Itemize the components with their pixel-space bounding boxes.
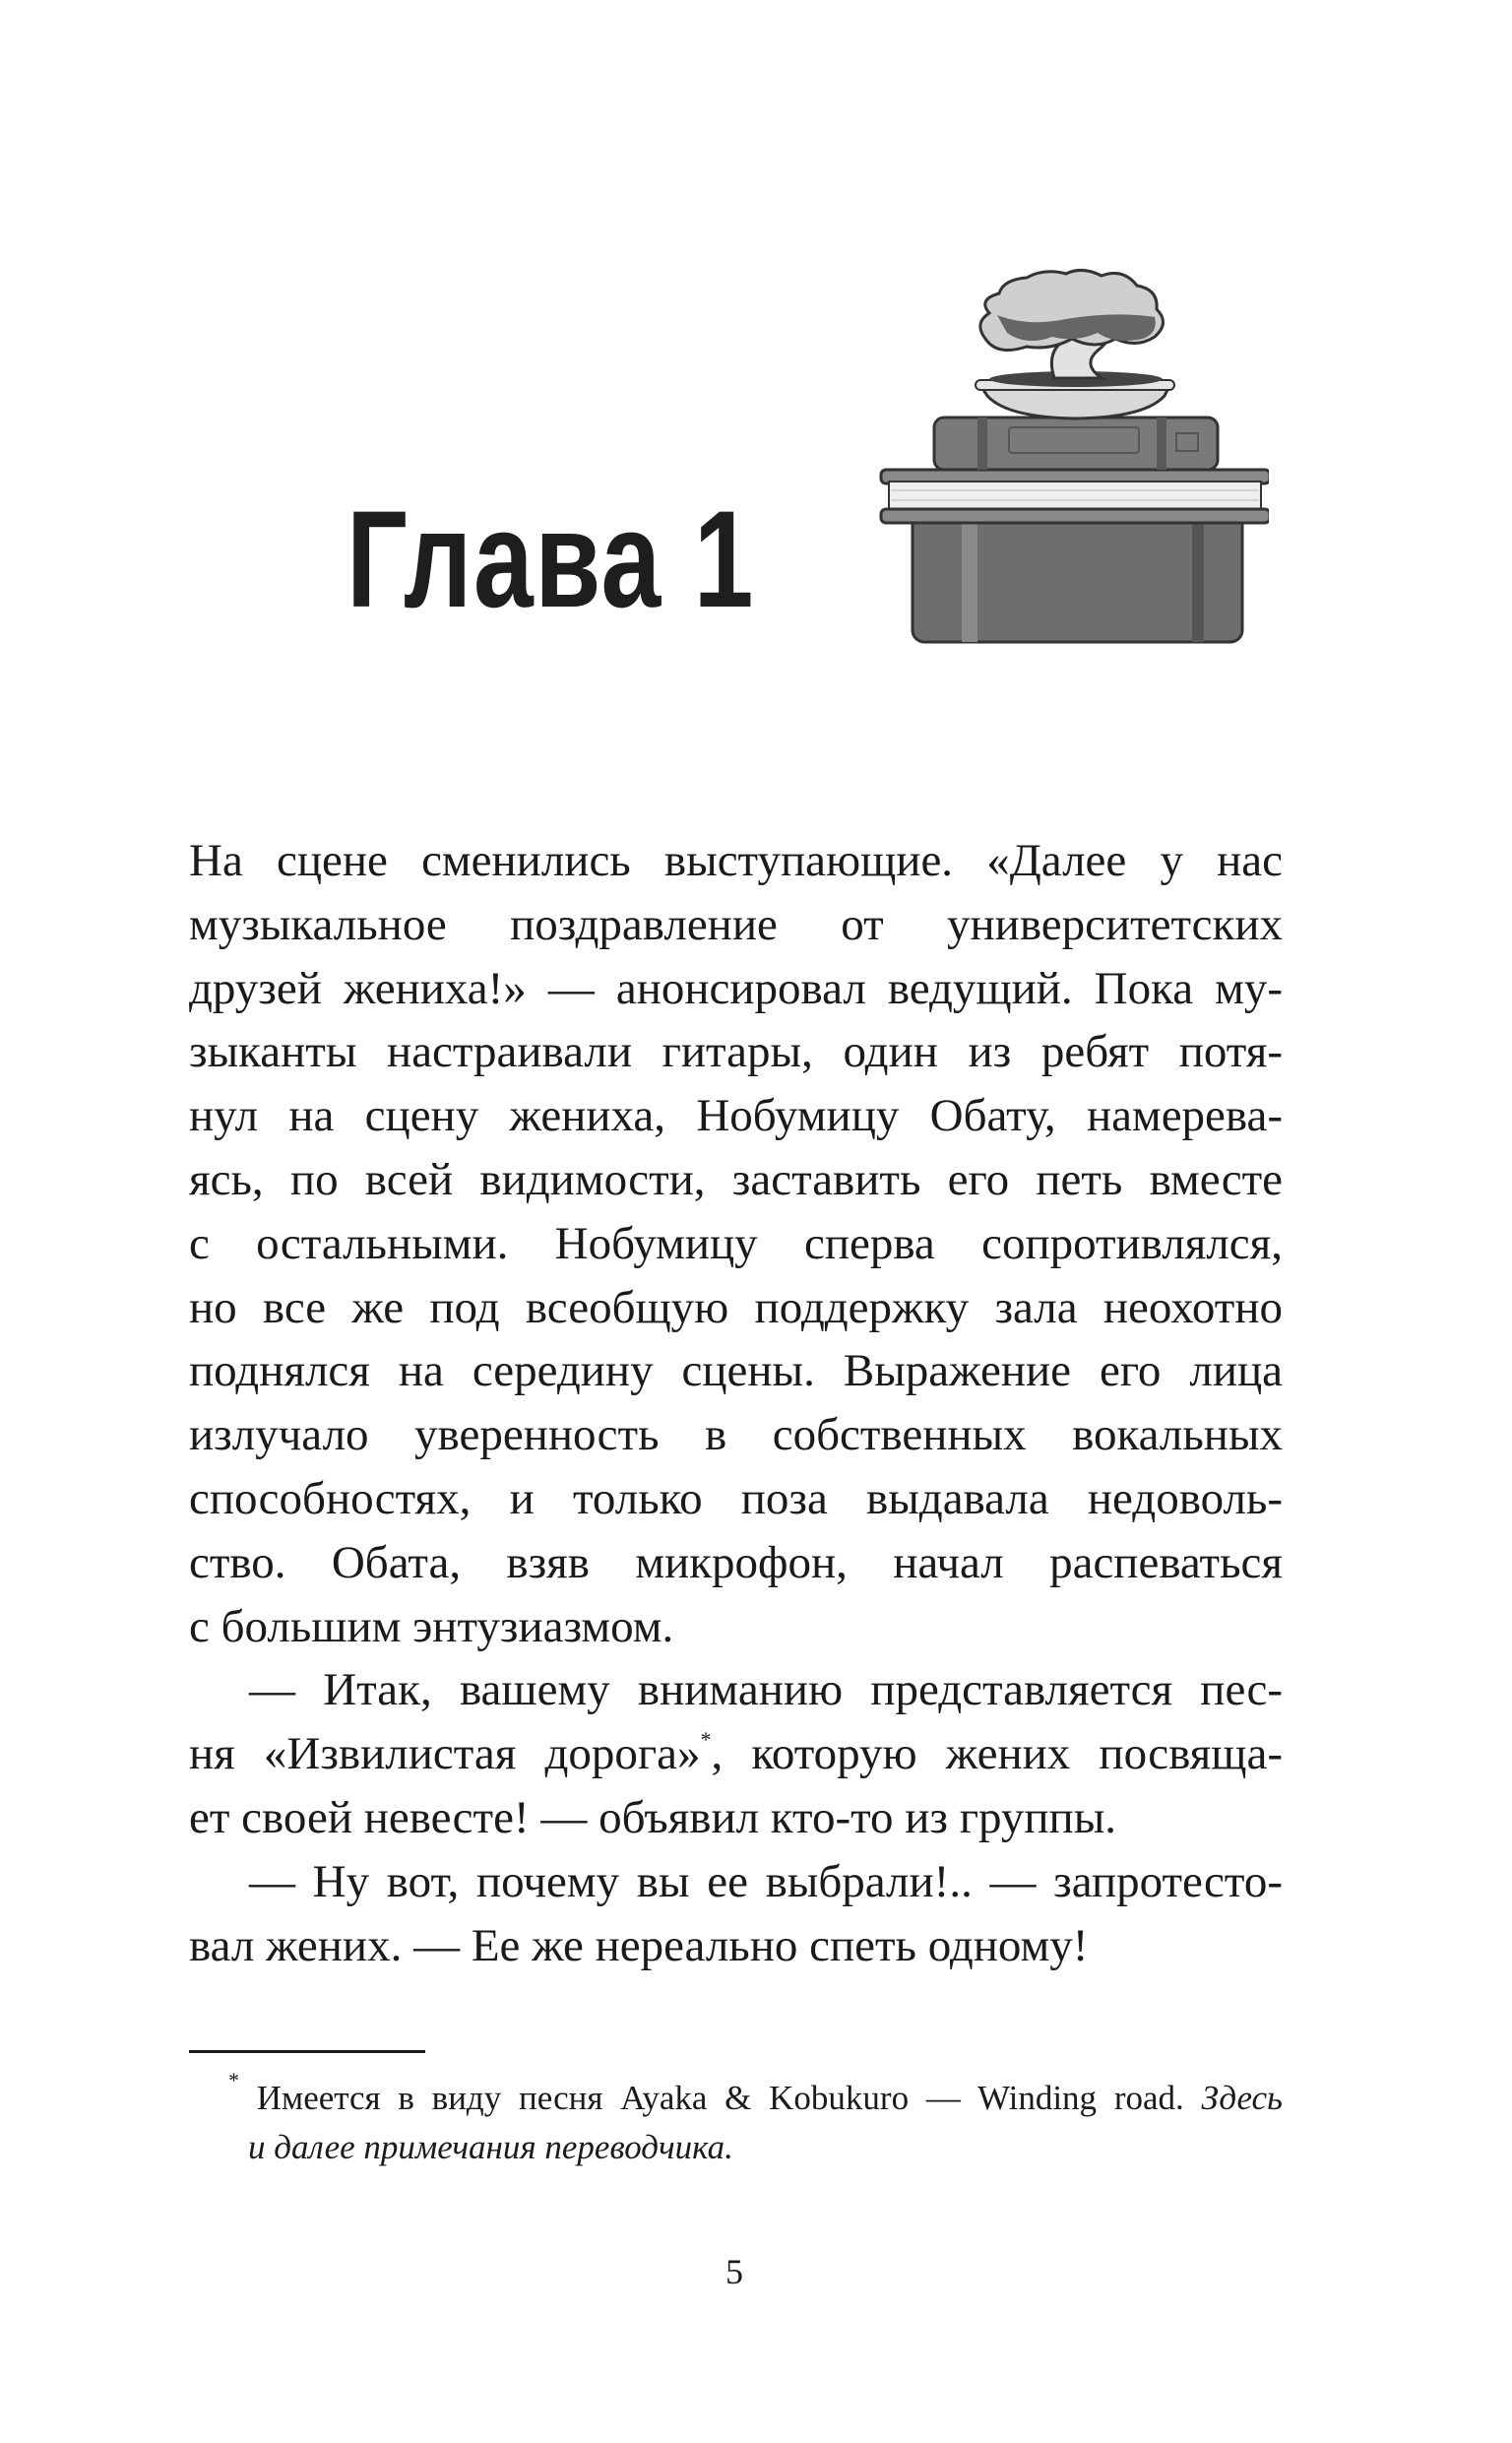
text-line: ство. Обата, взяв микрофон, начал распеваться	[189, 1536, 1283, 1588]
footnote	[228, 2068, 1283, 2172]
text-fragment: ня «Извилистая дорога»	[189, 1728, 701, 1780]
text-line: вал жених. — Ее же нереально спеть одному!	[189, 1919, 1089, 1971]
bonsai-tree	[980, 270, 1164, 378]
footnote-divider	[189, 2050, 425, 2053]
top-book	[934, 418, 1218, 470]
bottom-book	[913, 512, 1242, 642]
bonsai-books-illustration	[879, 268, 1269, 648]
footnote-line	[228, 2068, 1283, 2123]
text-line: нул на сцену жениха, Нобумицу Обату, намерева-	[189, 1090, 1283, 1142]
body-text	[189, 829, 1283, 1977]
text-line: излучало уверенность в собственных вокальных	[189, 1409, 1283, 1461]
chapter-title: Глава 1	[346, 482, 755, 636]
text-line: поднялся на середину сцены. Выражение его лица	[189, 1345, 1283, 1397]
text-line: музыкальное поздравление от университетских	[189, 898, 1283, 950]
text-line: но все же под всеобщую поддержку зала неохотно	[189, 1281, 1283, 1333]
dialogue-line: — Итак, вашему вниманию представляется пес-	[249, 1664, 1283, 1716]
text-line: с большим энтузиазмом.	[189, 1600, 674, 1652]
footnote-marker: *	[228, 2068, 239, 2092]
footnote-line-italic: и далее примечания переводчика.	[248, 2128, 733, 2166]
text-line: друзей жениха!» — анонсировал ведущий. Пока му-	[189, 962, 1283, 1014]
text-line: способностях, и только поза выдавала недоволь-	[189, 1472, 1283, 1524]
dialogue-line: — Ну вот, почему вы ее выбрали!.. — запротесто-	[249, 1855, 1283, 1907]
text-line: зыканты настраивали гитары, один из ребят потя-	[189, 1026, 1283, 1078]
text-fragment: , которую жених посвяща-	[711, 1728, 1284, 1780]
text-line: ет своей невесте! — объявил кто-то из группы.	[189, 1791, 1117, 1843]
footnote-text: Имеется в виду песня Ayaka & Kobukuro — Winding road.	[256, 2079, 1184, 2117]
middle-book	[881, 470, 1269, 523]
text-line: с остальными. Нобумицу сперва сопротивлялся,	[189, 1217, 1283, 1269]
footnote-italic: Здесь	[1201, 2079, 1283, 2117]
text-line: ясь, по всей видимости, заставить его петь вместе	[189, 1153, 1283, 1205]
text-line: На сцене сменились выступающие. «Далее у нас	[189, 835, 1283, 886]
text-line-with-footnote	[189, 1722, 1283, 1786]
footnote-ref[interactable]: *	[700, 1727, 712, 1753]
page-number: 5	[725, 2252, 743, 2291]
